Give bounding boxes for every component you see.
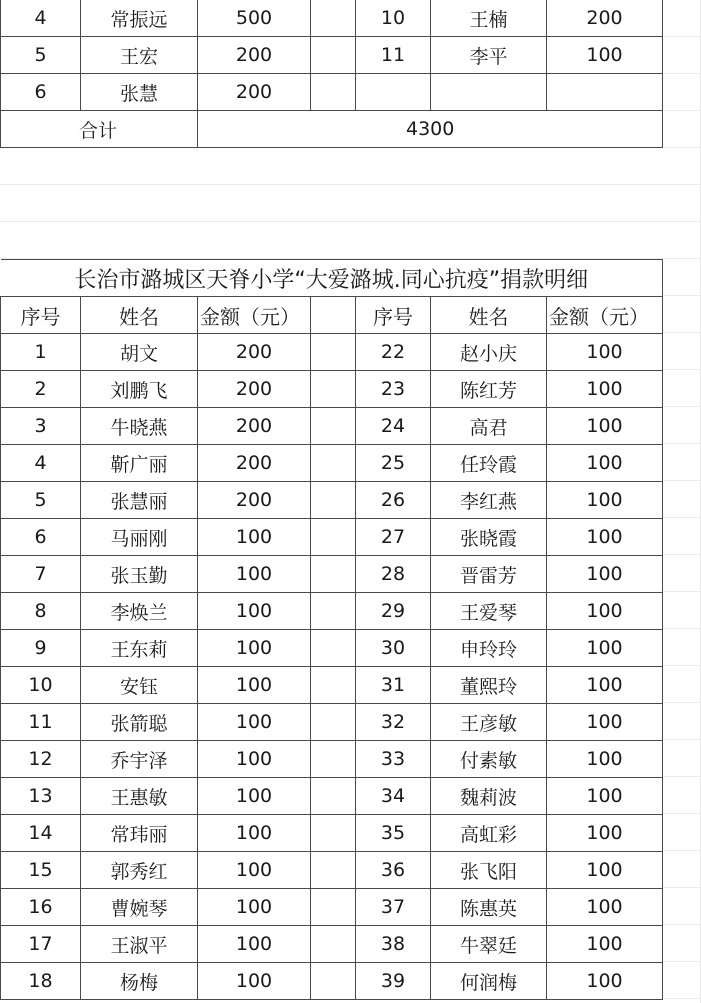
cell-no[interactable]: 5	[1, 482, 81, 519]
cell-no[interactable]: 9	[1, 630, 81, 667]
cell-name2[interactable]: 牛翠廷	[431, 926, 547, 963]
cell-name2[interactable]: 付素敏	[431, 741, 547, 778]
cell-name2[interactable]: 申玲玲	[431, 630, 547, 667]
cell-name[interactable]: 张玉勤	[81, 556, 198, 593]
cell-no2[interactable]: 23	[356, 371, 431, 408]
cell-amount[interactable]: 100	[198, 778, 311, 815]
table-row	[1, 593, 663, 630]
top-summary-table	[0, 0, 663, 148]
cell-amount2[interactable]: 100	[547, 630, 663, 667]
cell-amount[interactable]: 100	[198, 963, 311, 1000]
cell-name2[interactable]: 赵小庆	[431, 334, 547, 371]
cell-amount[interactable]: 100	[198, 630, 311, 667]
cell-name[interactable]: 王宏	[81, 37, 198, 74]
cell-name2[interactable]: 魏莉波	[431, 778, 547, 815]
cell-name[interactable]: 马丽刚	[81, 519, 198, 556]
cell-name[interactable]: 安钰	[81, 667, 198, 704]
table-row	[1, 334, 663, 371]
cell-amount[interactable]: 100	[198, 593, 311, 630]
cell-amount2[interactable]: 100	[547, 889, 663, 926]
empty-cell[interactable]	[311, 852, 356, 889]
empty-cell[interactable]	[311, 815, 356, 852]
total-value[interactable]: 4300	[198, 111, 663, 148]
cell-amount[interactable]: 100	[198, 815, 311, 852]
cell-no2[interactable]: 26	[356, 482, 431, 519]
header-gap[interactable]	[311, 297, 356, 334]
table-title-row	[1, 260, 663, 297]
empty-cell[interactable]	[311, 778, 356, 815]
cell-no[interactable]: 18	[1, 963, 81, 1000]
table-title[interactable]: 长治市潞城区天脊小学“大爱潞城.同心抗疫”捐款明细	[1, 260, 663, 297]
table-row	[1, 371, 663, 408]
table-row	[1, 74, 663, 111]
cell-no[interactable]: 4	[1, 0, 81, 37]
cell-no2[interactable]: 10	[356, 0, 431, 37]
cell-no[interactable]: 15	[1, 852, 81, 889]
empty-cell[interactable]	[311, 334, 356, 371]
cell-amount2[interactable]: 100	[547, 482, 663, 519]
table-row	[1, 778, 663, 815]
cell-amount[interactable]: 200	[198, 74, 311, 111]
empty-cell[interactable]	[311, 926, 356, 963]
table-row	[1, 445, 663, 482]
cell-no[interactable]: 3	[1, 408, 81, 445]
cell-amount[interactable]: 100	[198, 704, 311, 741]
table-row	[1, 963, 663, 1000]
cell-amount2[interactable]: 100	[547, 778, 663, 815]
empty-cell[interactable]	[311, 556, 356, 593]
cell-amount[interactable]: 100	[198, 852, 311, 889]
cell-no2[interactable]: 32	[356, 704, 431, 741]
cell-no2[interactable]: 11	[356, 37, 431, 74]
cell-no[interactable]: 7	[1, 556, 81, 593]
cell-no2[interactable]: 35	[356, 815, 431, 852]
cell-name2[interactable]: 何润梅	[431, 963, 547, 1000]
total-row	[1, 111, 663, 148]
empty-cell[interactable]	[311, 519, 356, 556]
cell-no[interactable]: 6	[1, 74, 81, 111]
cell-amount[interactable]: 100	[198, 667, 311, 704]
cell-no2[interactable]: 38	[356, 926, 431, 963]
cell-amount[interactable]: 500	[198, 0, 311, 37]
cell-amount2[interactable]: 100	[547, 37, 663, 74]
cell-amount[interactable]: 200	[198, 334, 311, 371]
cell-amount[interactable]: 200	[198, 408, 311, 445]
cell-amount2[interactable]: 100	[547, 371, 663, 408]
cell-name[interactable]: 郭秀红	[81, 852, 198, 889]
cell-no2[interactable]: 29	[356, 593, 431, 630]
cell-name2[interactable]: 张飞阳	[431, 852, 547, 889]
cell-amount[interactable]: 100	[198, 556, 311, 593]
empty-cell[interactable]	[311, 445, 356, 482]
top-table-body	[1, 0, 663, 111]
empty-cell[interactable]	[311, 741, 356, 778]
cell-name[interactable]: 王淑平	[81, 926, 198, 963]
cell-name2[interactable]: 陈惠英	[431, 889, 547, 926]
empty-cell[interactable]	[311, 37, 356, 74]
cell-amount[interactable]: 100	[198, 519, 311, 556]
cell-name2[interactable]: 李平	[431, 37, 547, 74]
cell-name[interactable]: 李焕兰	[81, 593, 198, 630]
header-amount[interactable]: 金额（元）	[198, 297, 311, 334]
table-row	[1, 889, 663, 926]
cell-amount2[interactable]: 100	[547, 334, 663, 371]
cell-amount2[interactable]: 100	[547, 519, 663, 556]
cell-name2[interactable]: 张晓霞	[431, 519, 547, 556]
cell-name2[interactable]: 任玲霞	[431, 445, 547, 482]
empty-cell[interactable]	[311, 408, 356, 445]
cell-amount2[interactable]: 100	[547, 445, 663, 482]
cell-amount2[interactable]: 100	[547, 963, 663, 1000]
header-no-2[interactable]: 序号	[356, 297, 431, 334]
cell-amount2[interactable]: 200	[547, 0, 663, 37]
table-row	[1, 37, 663, 74]
cell-name[interactable]: 张慧丽	[81, 482, 198, 519]
cell-no[interactable]: 1	[1, 334, 81, 371]
cell-name2[interactable]: 王爱琴	[431, 593, 547, 630]
cell-no2[interactable]: 37	[356, 889, 431, 926]
empty-cell[interactable]	[311, 482, 356, 519]
header-row	[1, 297, 663, 334]
cell-no[interactable]: 8	[1, 593, 81, 630]
cell-no2[interactable]: 27	[356, 519, 431, 556]
cell-no[interactable]: 17	[1, 926, 81, 963]
donation-detail-table	[0, 259, 663, 1000]
cell-no2[interactable]: 34	[356, 778, 431, 815]
total-label[interactable]: 合计	[1, 111, 198, 148]
empty-cell[interactable]	[311, 630, 356, 667]
cell-no[interactable]: 14	[1, 815, 81, 852]
cell-name2[interactable]: 董熙玲	[431, 667, 547, 704]
empty-cell[interactable]	[311, 593, 356, 630]
cell-amount2[interactable]: 100	[547, 852, 663, 889]
cell-no[interactable]: 4	[1, 445, 81, 482]
empty-cell[interactable]	[311, 371, 356, 408]
cell-no[interactable]: 10	[1, 667, 81, 704]
cell-name[interactable]: 曹婉琴	[81, 889, 198, 926]
cell-name[interactable]: 张慧	[81, 74, 198, 111]
cell-amount2[interactable]: 100	[547, 667, 663, 704]
cell-no2[interactable]: 22	[356, 334, 431, 371]
cell-amount2[interactable]: 100	[547, 741, 663, 778]
header-name[interactable]: 姓名	[81, 297, 198, 334]
empty-cell[interactable]	[311, 0, 356, 37]
cell-name[interactable]: 牛晓燕	[81, 408, 198, 445]
cell-name2[interactable]: 高虹彩	[431, 815, 547, 852]
cell-amount[interactable]: 200	[198, 371, 311, 408]
cell-name[interactable]: 乔宇泽	[81, 741, 198, 778]
cell-amount[interactable]: 100	[198, 926, 311, 963]
cell-no[interactable]: 2	[1, 371, 81, 408]
header-amount-2[interactable]: 金额（元）	[547, 297, 663, 334]
cell-no2[interactable]: 33	[356, 741, 431, 778]
cell-name2[interactable]: 王彦敏	[431, 704, 547, 741]
cell-amount2[interactable]: 100	[547, 593, 663, 630]
cell-name2[interactable]: 高君	[431, 408, 547, 445]
table-row	[1, 408, 663, 445]
cell-no[interactable]: 6	[1, 519, 81, 556]
empty-cell[interactable]	[311, 74, 356, 111]
cell-no2[interactable]: 31	[356, 667, 431, 704]
table-row	[1, 704, 663, 741]
empty-cell[interactable]	[311, 889, 356, 926]
cell-name2[interactable]: 晋雷芳	[431, 556, 547, 593]
table-row	[1, 815, 663, 852]
cell-name[interactable]: 常振远	[81, 0, 198, 37]
cell-no[interactable]: 16	[1, 889, 81, 926]
table-row	[1, 0, 663, 37]
cell-no2[interactable]: 25	[356, 445, 431, 482]
cell-no2[interactable]: 36	[356, 852, 431, 889]
cell-name[interactable]: 常玮丽	[81, 815, 198, 852]
cell-amount2[interactable]: 100	[547, 556, 663, 593]
cell-amount[interactable]: 200	[198, 37, 311, 74]
header-no[interactable]: 序号	[1, 297, 81, 334]
cell-amount[interactable]: 200	[198, 482, 311, 519]
cell-name2[interactable]: 王楠	[431, 0, 547, 37]
table-row	[1, 741, 663, 778]
cell-name[interactable]: 靳广丽	[81, 445, 198, 482]
header-name-2[interactable]: 姓名	[431, 297, 547, 334]
cell-name2[interactable]: 李红燕	[431, 482, 547, 519]
table-row	[1, 482, 663, 519]
cell-no[interactable]: 12	[1, 741, 81, 778]
empty-cell[interactable]	[311, 667, 356, 704]
table-row	[1, 519, 663, 556]
cell-name2[interactable]	[431, 74, 547, 111]
cell-amount2[interactable]: 100	[547, 926, 663, 963]
cell-no[interactable]: 13	[1, 778, 81, 815]
main-table-body	[1, 334, 663, 1000]
table-row	[1, 852, 663, 889]
cell-name2[interactable]: 陈红芳	[431, 371, 547, 408]
cell-amount[interactable]: 100	[198, 741, 311, 778]
cell-name[interactable]: 王东莉	[81, 630, 198, 667]
cell-no2[interactable]: 30	[356, 630, 431, 667]
cell-amount2[interactable]: 100	[547, 704, 663, 741]
table-row	[1, 556, 663, 593]
cell-amount[interactable]: 200	[198, 445, 311, 482]
table-row	[1, 667, 663, 704]
cell-amount2[interactable]: 100	[547, 815, 663, 852]
cell-no2[interactable]: 24	[356, 408, 431, 445]
cell-amount2[interactable]	[547, 74, 663, 111]
cell-name[interactable]: 胡文	[81, 334, 198, 371]
table-row	[1, 630, 663, 667]
cell-amount2[interactable]: 100	[547, 408, 663, 445]
cell-no[interactable]: 5	[1, 37, 81, 74]
table-row	[1, 926, 663, 963]
cell-name[interactable]: 刘鹏飞	[81, 371, 198, 408]
cell-name[interactable]: 王惠敏	[81, 778, 198, 815]
empty-cell[interactable]	[311, 704, 356, 741]
cell-no2[interactable]	[356, 74, 431, 111]
cell-name[interactable]: 张箭聪	[81, 704, 198, 741]
cell-amount[interactable]: 100	[198, 889, 311, 926]
cell-no[interactable]: 11	[1, 704, 81, 741]
cell-no2[interactable]: 28	[356, 556, 431, 593]
cell-name[interactable]: 杨梅	[81, 963, 198, 1000]
empty-cell[interactable]	[311, 963, 356, 1000]
cell-no2[interactable]: 39	[356, 963, 431, 1000]
